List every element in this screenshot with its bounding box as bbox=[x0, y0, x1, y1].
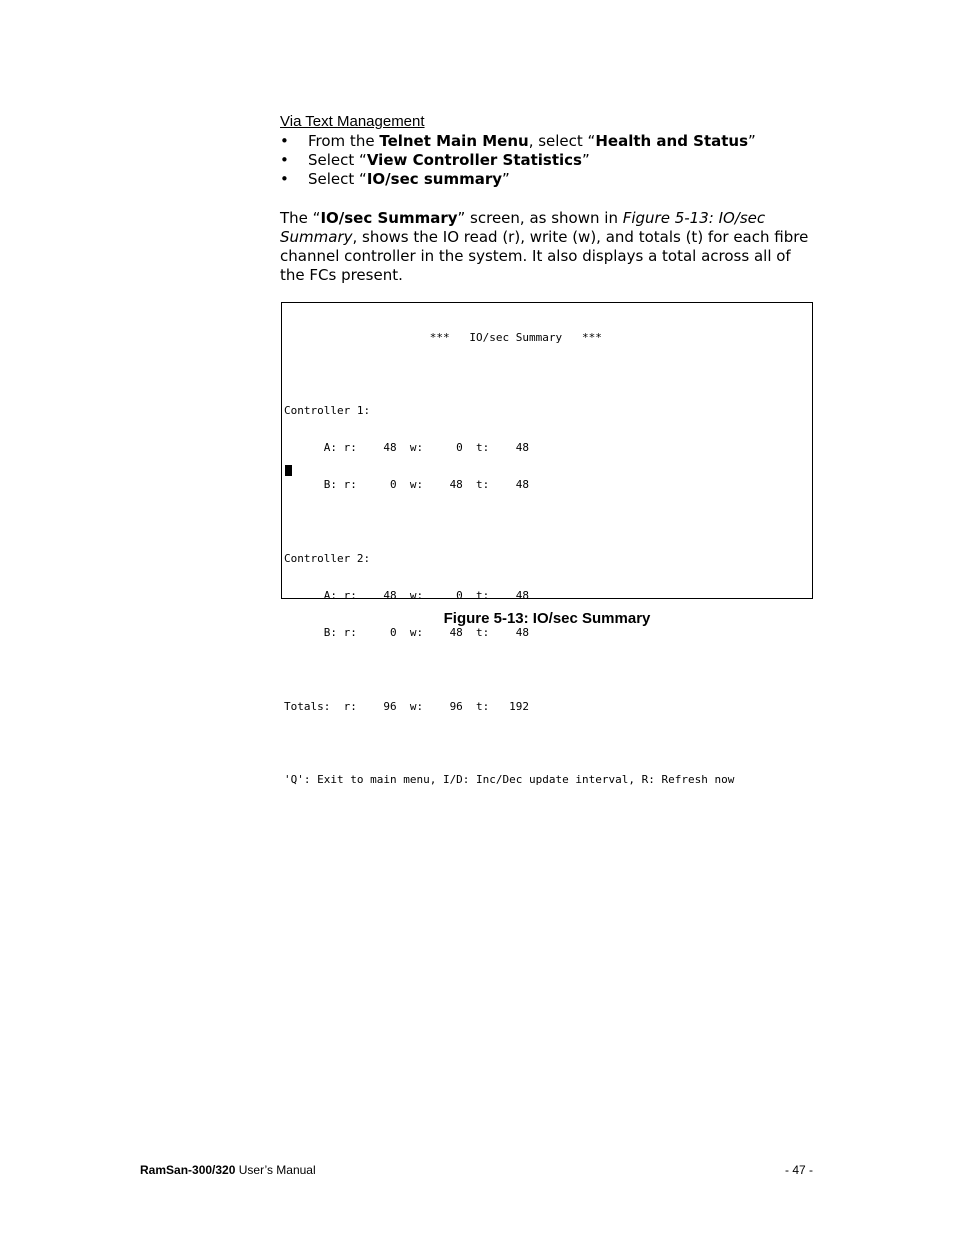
terminal-cursor bbox=[285, 465, 292, 476]
terminal-line: A: r: 48 w: 0 t: 48 bbox=[284, 441, 530, 455]
terminal-line: Controller 2: bbox=[284, 551, 371, 565]
terminal-line bbox=[284, 368, 734, 380]
terminal-line: B: r: 0 w: 48 t: 48 bbox=[284, 478, 530, 492]
section-heading: Via Text Management bbox=[280, 113, 425, 130]
terminal-line: Totals: r: 96 w: 96 t: 192 bbox=[284, 699, 530, 713]
steps-list bbox=[280, 132, 820, 189]
terminal-line bbox=[284, 664, 734, 676]
footer-title: RamSan-300/320 User’s Manual bbox=[140, 1163, 316, 1177]
terminal-line: Controller 1: bbox=[284, 404, 371, 418]
terminal-line bbox=[284, 737, 734, 749]
description-paragraph: The “IO/sec Summary” screen, as shown in Figure 5-13: IO/sec Summary, shows the IO read (r), write (w), and totals (t) for each fibre channel controller in the system. It also displays a total across all of the FCs present. bbox=[280, 209, 809, 284]
terminal-line bbox=[284, 516, 734, 528]
terminal-line: A: r: 48 w: 0 t: 48 bbox=[284, 588, 530, 602]
page-number: - 47 - bbox=[784, 1163, 813, 1177]
list-item: • From the Telnet Main Menu, select “Health and Status” bbox=[280, 132, 820, 151]
terminal-line: 'Q': Exit to main menu, I/D: Inc/Dec update interval, R: Refresh now bbox=[284, 773, 735, 787]
figure-caption: Figure 5-13: IO/sec Summary bbox=[443, 610, 651, 627]
terminal-line: B: r: 0 w: 48 t: 48 bbox=[284, 625, 530, 639]
list-item: • Select “View Controller Statistics” bbox=[280, 151, 820, 170]
terminal-line: *** IO/sec Summary *** bbox=[284, 330, 602, 344]
list-item: • Select “IO/sec summary” bbox=[280, 170, 820, 189]
terminal-text bbox=[284, 307, 734, 811]
